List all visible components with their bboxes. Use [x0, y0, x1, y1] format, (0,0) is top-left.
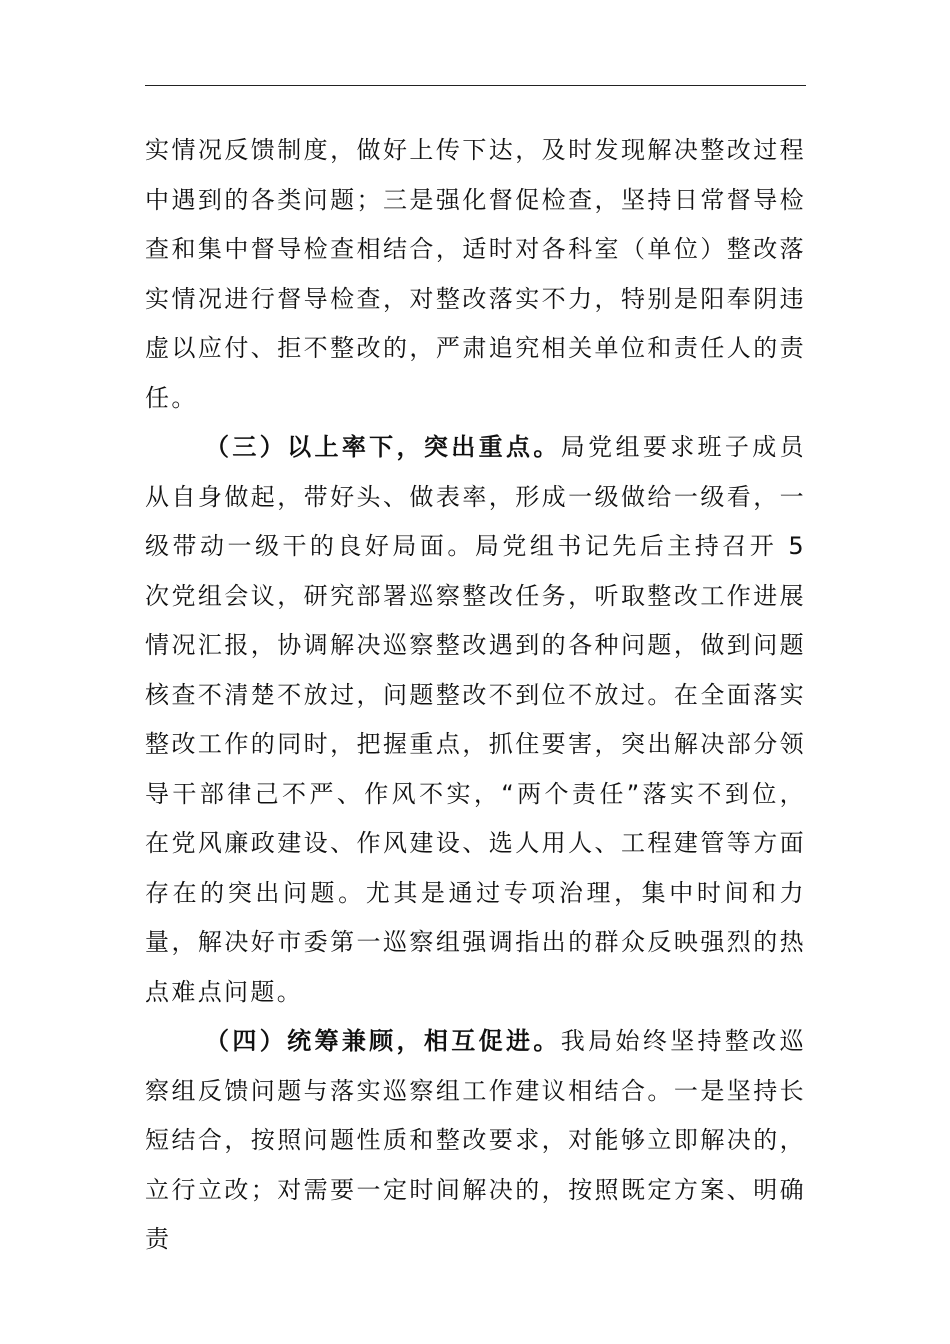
document-body — [145, 126, 806, 1265]
paragraph-text: 实情况反馈制度，做好上传下达，及时发现解决整改过程中遇到的各类问题；三是强化督促检查，坚持日常督导检查和集中督导检查相结合，适时对各科室（单位）整改落实情况进行督导检查，对整改落实不力，特别是阳奉阴违虚以应付、拒不整改的，严肃追究相关单位和责任人的责任。 — [145, 136, 806, 412]
paragraph-text: 我局始终坚持整改巡察组反馈问题与落实巡察组工作建议相结合。一是坚持长短结合，按照问题性质和整改要求，对能够立即解决的，立行立改；对需要一定时间解决的，按照既定方案、明确责 — [145, 1027, 806, 1253]
header-rule — [145, 85, 806, 86]
section-heading: （三）以上率下，突出重点。 — [205, 433, 561, 461]
section-heading: （四）统筹兼顾，相互促进。 — [205, 1027, 561, 1055]
paragraph-section-three — [145, 423, 806, 1017]
paragraph-text: 局党组要求班子成员从自身做起，带好头、做表率，形成一级做给一级看，一级带动一级干的良好局面。局党组书记先后主持召开 5 次党组会议，研究部署巡察整改任务，听取整改工作进展情况汇报，协调解决巡察整改遇到的各种问题，做到问题核查不清楚不放过，问题整改不到位不放过。在全面落实整改工作的同时，把握重点，抓住要害，突出解决部分领导干部律己不严、作风不实，“两个责任”落实不到位，在党风廉政建设、作风建设、选人用人、工程建管等方面存在的突出问题。尤其是通过专项治理，集中时间和力量，解决好市委第一巡察组强调指出的群众反映强烈的热点难点问题。 — [145, 433, 806, 1006]
paragraph-section-four — [145, 1017, 806, 1265]
paragraph-continuation — [145, 126, 806, 423]
